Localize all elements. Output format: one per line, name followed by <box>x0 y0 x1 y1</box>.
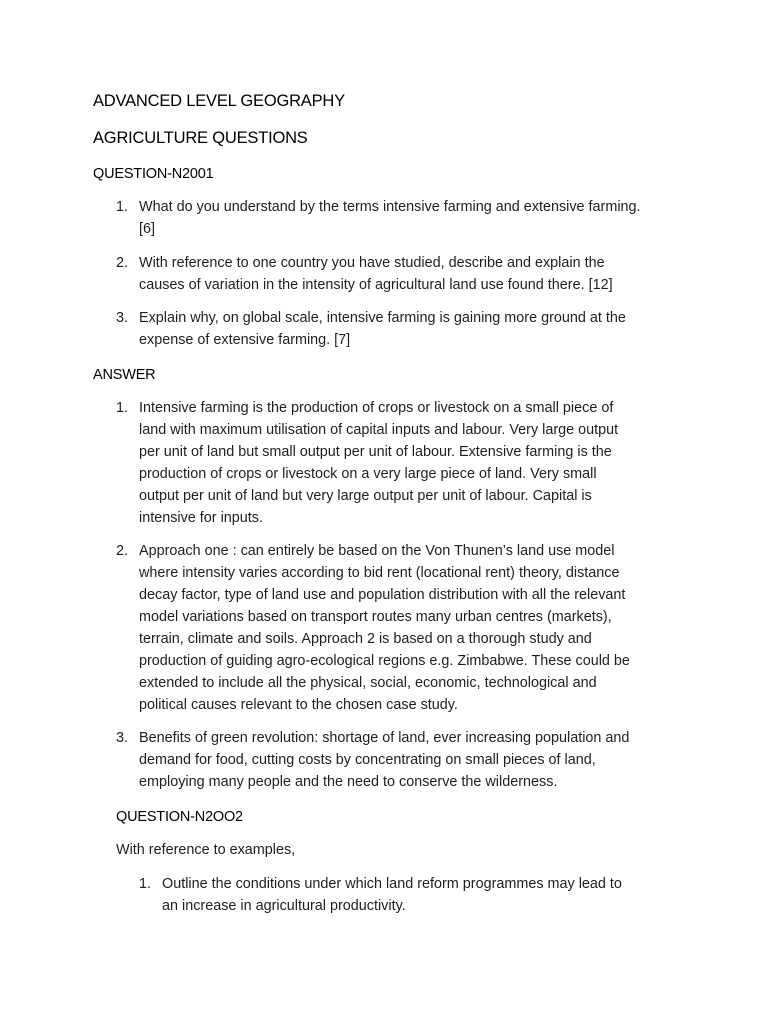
document-subtitle: AGRICULTURE QUESTIONS <box>93 129 308 147</box>
text-line: land with maximum utilisation of capital inputs and labour. Very large output <box>139 422 619 438</box>
text-line: Benefits of green revolution: shortage of land, ever increasing population and <box>139 730 630 746</box>
text-line: employing many people and the need to conserve the wilderness. <box>139 774 558 790</box>
list-item-text <box>139 397 618 529</box>
text-line: Explain why, on global scale, intensive farming is gaining more ground at the <box>139 310 626 326</box>
list-number: 1. <box>139 876 152 892</box>
text-line: intensive for inputs. <box>139 510 263 526</box>
text-line: where intensity varies according to bid rent (locational rent) theory, distance <box>139 565 620 581</box>
list-number: 1. <box>116 199 129 215</box>
answer-heading: ANSWER <box>93 367 156 383</box>
list-number: 3. <box>116 310 129 326</box>
text-line: decay factor, type of land use and population distribution with all the relevant <box>139 587 626 603</box>
list-item-text <box>139 540 630 716</box>
text-line: What do you understand by the terms intensive farming and extensive farming. <box>139 199 641 215</box>
list-item-text <box>162 873 622 917</box>
text-line: extended to include all the physical, social, economic, technological and <box>139 675 597 691</box>
text-line: political causes relevant to the chosen case study. <box>139 697 458 713</box>
text-line: output per unit of land but very large output per unit of labour. Capital is <box>139 488 592 504</box>
question-heading-n2001: QUESTION-N2001 <box>93 166 214 182</box>
text-line: production of guiding agro-ecological regions e.g. Zimbabwe. These could be <box>139 653 630 669</box>
list-number: 3. <box>116 730 129 746</box>
text-line: production of crops or livestock on a very large piece of land. Very small <box>139 466 597 482</box>
text-line: expense of extensive farming. [7] <box>139 332 351 348</box>
text-line: Approach one : can entirely be based on the Von Thunen’s land use model <box>139 543 615 559</box>
list-number: 2. <box>116 543 129 559</box>
text-line: Outline the conditions under which land reform programmes may lead to <box>162 876 622 892</box>
text-line: per unit of land but small output per unit of labour. Extensive farming is the <box>139 444 612 460</box>
text-line: terrain, climate and soils. Approach 2 is based on a thorough study and <box>139 631 592 647</box>
question-intro: With reference to examples, <box>116 842 296 858</box>
list-number: 1. <box>116 400 129 416</box>
text-line: model variations based on transport routes many urban centres (markets), <box>139 609 612 625</box>
document-title: ADVANCED LEVEL GEOGRAPHY <box>93 92 345 110</box>
text-line: Intensive farming is the production of crops or livestock on a small piece of <box>139 400 614 416</box>
list-item-text <box>139 196 641 240</box>
text-line: demand for food, cutting costs by concentrating on small pieces of land, <box>139 752 596 768</box>
list-item-text <box>139 252 613 296</box>
text-line: causes of variation in the intensity of agricultural land use found there. [12] <box>139 277 613 293</box>
question-heading-n2002: QUESTION-N2OO2 <box>116 809 243 825</box>
list-item-text <box>139 727 629 793</box>
text-line: With reference to one country you have studied, describe and explain the <box>139 255 605 271</box>
list-item-text <box>139 307 626 351</box>
text-line: [6] <box>139 221 155 237</box>
list-number: 2. <box>116 255 129 271</box>
text-line: an increase in agricultural productivity. <box>162 898 406 914</box>
